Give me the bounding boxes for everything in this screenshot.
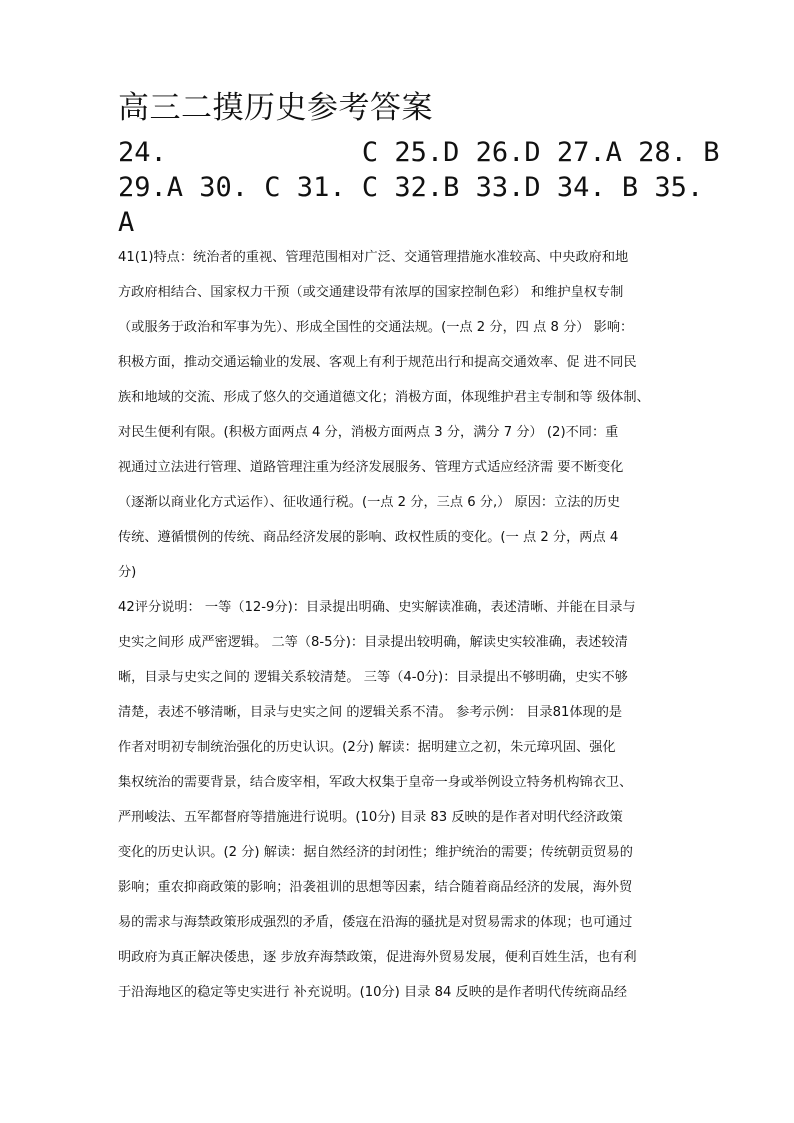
answer-key-line: A — [118, 207, 135, 238]
text-line: 方政府相结合、国家权力干预（或交通建设带有浓厚的国家控制色彩） 和维护皇权专制 — [118, 285, 624, 300]
text-line: 对民生便利有限。(积极方面两点 4 分，消极方面两点 3 分，满分 7 分） (2)不同：重 — [118, 425, 619, 440]
text-line: （逐渐以商业化方式运作）、征收通行税。(一点 2 分，三点 6 分,） 原因：立法的历史 — [118, 495, 621, 510]
text-line: 易的需求与海禁政策形成强烈的矛盾，倭寇在沿海的骚扰是对贸易需求的体现；也可通过 — [118, 915, 633, 930]
text-line: （或服务于政治和军事为先）、形成全国性的交通法规。(一点 2 分，四 点 8 分） 影响： — [118, 320, 634, 335]
text-line: 传统、遵循惯例的传统、商品经济发展的影响、政权性质的变化。(一 点 2 分，两点 4 — [118, 530, 619, 545]
text-line: 作者对明初专制统治强化的历史认识。(2分) 解读：据明建立之初，朱元璋巩固、强化 — [118, 740, 616, 755]
text-line: 于沿海地区的稳定等史实进行 补充说明。(10分) 目录 84 反映的是作者明代传统商品经 — [118, 985, 627, 1000]
text-line: 影响；重农抑商政策的影响；沿袭祖训的思想等因素，结合随着商品经济的发展，海外贸 — [118, 880, 633, 895]
page-title: 高三二摸历史参考答案 — [118, 90, 433, 126]
text-line: 族和地域的交流、形成了悠久的交通道德文化；消极方面，体现维护君主专制和等 级体制、 — [118, 390, 650, 405]
text-line: 42评分说明： 一等（12-9分)：目录提出明确、史实解读准确，表述清晰、并能在目录与 — [118, 600, 636, 615]
text-line: 41(1)特点：统治者的重视、管理范围相对广泛、交通管理措施水准较高、中央政府和地 — [118, 250, 629, 265]
text-line: 视通过立法进行管理、道路管理注重为经济发展服务、管理方式适应经济需 要不断变化 — [118, 460, 624, 475]
text-line: 集权统治的需要背景，结合废宰相，军政大权集于皇帝一身或举例设立特务机构锦衣卫、 — [118, 775, 633, 790]
answer-key-line: 29.A 30. C 31. C 32.B 33.D 34. B 35. — [118, 172, 704, 203]
text-line: 分) — [118, 565, 137, 580]
text-line: 严刑峻法、五军都督府等措施进行说明。(10分) 目录 83 反映的是作者对明代经济政策 — [118, 810, 623, 825]
text-line: 变化的历史认识。(2 分) 解读：据自然经济的封闭性；维护统治的需要；传统朝贡贸易的 — [118, 845, 633, 860]
text-line: 明政府为真正解决倭患，逐 步放弃海禁政策，促进海外贸易发展，便利百姓生活，也有利 — [118, 950, 637, 965]
text-line: 积极方面，推动交通运输业的发展、客观上有利于规范出行和提高交通效率、促 进不同民 — [118, 355, 637, 370]
answer-key-line: 24. C 25.D 26.D 27.A 28. B — [118, 137, 720, 168]
text-line: 晰，目录与史实之间的 逻辑关系较清楚。 三等（4-0分)：目录提出不够明确，史实不够 — [118, 670, 628, 685]
text-line: 清楚，表述不够清晰，目录与史实之间 的逻辑关系不清。 参考示例： 目录81体现的是 — [118, 705, 623, 720]
text-line: 史实之间形 成严密逻辑。 二等（8-5分)：目录提出较明确，解读史实较准确，表述较清 — [118, 635, 628, 650]
